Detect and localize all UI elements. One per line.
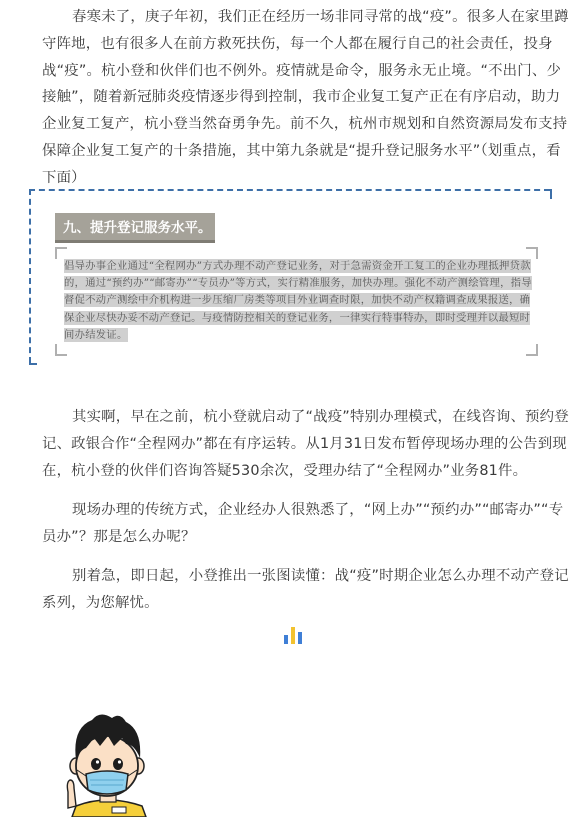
progress-paragraph [42,404,572,484]
question-paragraph [42,497,572,551]
announcement-paragraph [42,563,572,617]
intro-paragraph-text: 春寒未了，庚子年初，我们正在经历一场非同寻常的战“疫”。很多人在家里蹲守阵地，也有很多人在前方救死扶伤，每一个人都在履行自己的社会责任，投身战“疫”。杭小登和伙伴们也不例外。疫情就是命令，服务永无止境。“不出门、少接触”，随着新冠肺炎疫情逐步得到控制，我市企业复工复产正在有序启动，助力企业复工复产，杭小登当然奋勇争先。前不久，杭州市规划和自然资源局发布支持保障企业复工复产的十条措施，其中第九条就是“提升登记服务水平”（划重点，看下面） [42,9,569,186]
masked-boy-mascot [62,708,152,817]
progress-paragraph-text: 其实啊，早在之前，杭小登就启动了“战疫”特别办理模式，在线咨询、预约登记、政银合作“全程网办”都在有序运转。从1月31日发布暂停现场办理的公告到现在，杭小登的伙伴们咨询答疑530余次，受理办结了“全程网办”业务81件。 [42,409,569,479]
question-paragraph-text: 现场办理的传统方式，企业经办人很熟悉了，“网上办”“预约办”“邮寄办”“专员办”？那是怎么办呢？ [42,502,564,545]
announcement-paragraph-text: 别着急，即日起，小登推出一张图读懂：战“疫”时期企业怎么办理不动产登记系列，为您解忧。 [42,568,569,611]
bar-chart-icon [283,626,303,644]
intro-paragraph [42,4,572,192]
policy-excerpt-image [55,247,538,356]
policy-body: 倡导办事企业通过“全程网办”方式办理不动产登记业务，对于急需资金开工复工的企业办理抵押贷款的，通过“预约办”“邮寄办”“专员办”等方式，实行精准服务，加快办理。强化不动产测绘管理，指导督促不动产测绘中介机构进一步压缩厂房类等项目外业调查时限，加快不动产权籍调查成果报送，确保企业尽快办妥不动产登记。与疫情防控相关的登记业务，一律实行特事特办，即时受理并以最短时间办结发证。 [64,260,532,341]
policy-title: 九、提升登记服务水平。 [55,213,215,243]
